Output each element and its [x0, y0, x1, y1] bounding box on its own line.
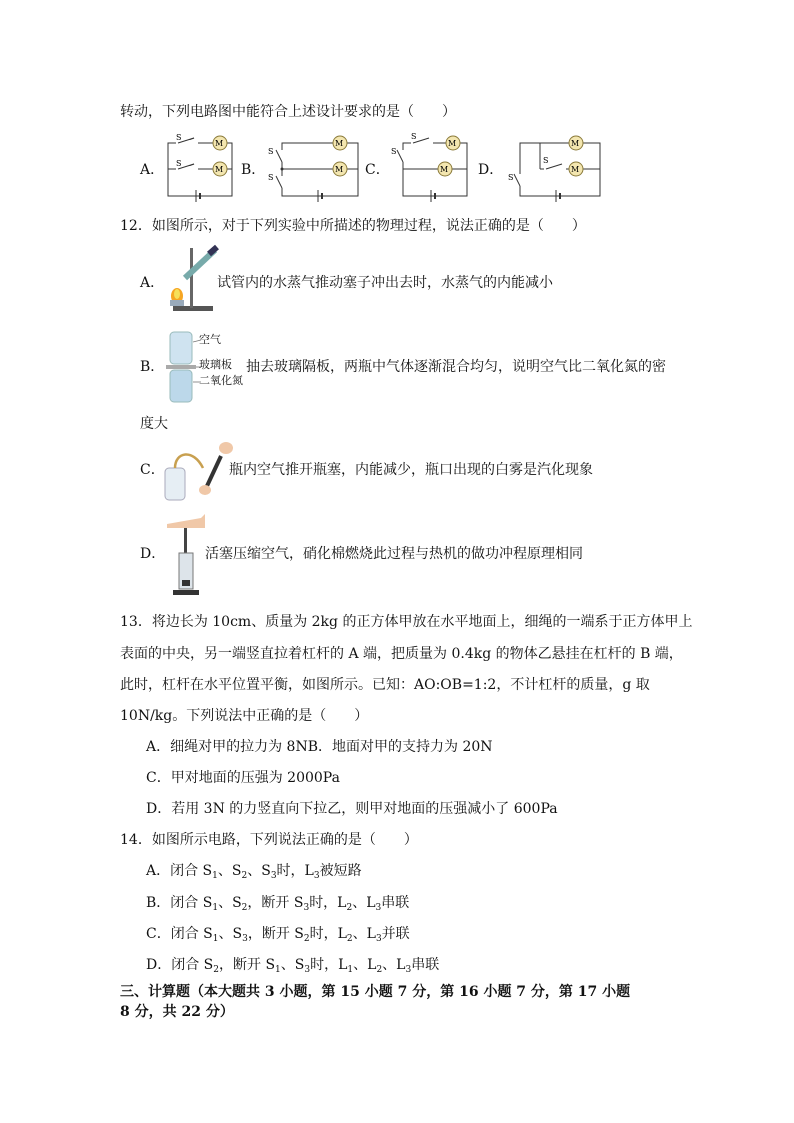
- q12-stem: 12．如图所示，对于下列实验中所描述的物理过程，说法正确的是（ ）: [120, 218, 586, 234]
- section-3-heading-line-2: 8 分，共 22 分）: [120, 1004, 234, 1020]
- q13-option-ab: A．细绳对甲的拉力为 8NB．地面对甲的支持力为 20N: [146, 739, 493, 755]
- q11-option-b-label: B．: [241, 162, 266, 178]
- circuit-diagram-a: [160, 130, 240, 200]
- q13-line-3: 此时，杠杆在水平位置平衡，如图所示。已知：AO:OB=1:2，不计杠杆的质量，g 取: [120, 677, 650, 693]
- svg-text:M: M: [571, 165, 580, 174]
- svg-text:S: S: [268, 173, 274, 182]
- q14-option-d: D．闭合 $S_2$，断开 $S_1$、$S_3$时，$L_1$、$L_2$、$L_3$串联: [146, 957, 440, 975]
- bottle-pump-figure: [163, 438, 238, 503]
- q12-option-c-label: C．: [140, 462, 165, 478]
- svg-text:M: M: [571, 139, 580, 148]
- svg-text:S: S: [176, 159, 182, 168]
- q12-option-a-label: A．: [140, 275, 165, 291]
- svg-text:S: S: [411, 132, 417, 141]
- svg-text:M: M: [440, 165, 449, 174]
- q12-option-c-text: 瓶内空气推开瓶塞，内能减少，瓶口出现的白雾是汽化现象: [229, 462, 593, 478]
- q13-line-4: 10N/kg。下列说法中正确的是（ ）: [120, 708, 369, 724]
- circuit-diagram-d: [510, 130, 605, 200]
- test-tube-steam-figure: [165, 238, 220, 313]
- label-air: 空气: [199, 333, 221, 346]
- svg-text:S: S: [543, 156, 549, 165]
- svg-text:S: S: [508, 173, 514, 182]
- q13-option-c: C．甲对地面的压强为 2000Pa: [146, 770, 340, 786]
- q12-option-d-text: 活塞压缩空气，硝化棉燃烧此过程与热机的做功冲程原理相同: [205, 546, 583, 562]
- label-nitrogen-dioxide: 二氧化氮: [199, 374, 243, 387]
- q12-option-d-label: D．: [140, 546, 166, 562]
- q11-option-d-label: D．: [478, 162, 504, 178]
- circuit-diagram-c: [391, 130, 475, 200]
- q12-option-b-label: B．: [140, 359, 165, 375]
- q14-option-a: A．闭合 $S_1$、$S_2$、$S_3$时，$L_3$被短路: [146, 863, 362, 881]
- svg-text:M: M: [215, 165, 224, 174]
- svg-text:M: M: [335, 165, 344, 174]
- q13-line-2: 表面的中央，另一端竖直拉着杠杆的 A 端，把质量为 0.4kg 的物体乙悬挂在杠杆的 B 端，: [120, 646, 683, 662]
- q14-option-b: B．闭合 $S_1$、$S_2$，断开 $S_3$时，$L_2$、$L_3$串联: [146, 895, 410, 913]
- q14-stem: 14．如图所示电路，下列说法正确的是（ ）: [120, 832, 418, 848]
- q11-option-c-label: C．: [365, 162, 390, 178]
- svg-text:S: S: [391, 147, 397, 156]
- svg-text:M: M: [215, 139, 224, 148]
- q12-option-b-text-continued: 度大: [140, 416, 168, 432]
- q12-option-a-text: 试管内的水蒸气推动塞子冲出去时，水蒸气的内能减小: [217, 275, 553, 291]
- circuit-diagram-b: [262, 130, 362, 200]
- svg-text:S: S: [268, 147, 274, 156]
- q13-line-1: 13．将边长为 10cm、质量为 2kg 的正方体甲放在水平地面上，细绳的一端系于正方体甲上: [120, 614, 693, 630]
- section-3-heading-line-1: 三、计算题（本大题共 3 小题，第 15 小题 7 分，第 16 小题 7 分，第 17 小题: [120, 984, 631, 1000]
- svg-text:S: S: [176, 133, 182, 142]
- q11-option-a-label: A．: [140, 162, 165, 178]
- q12-option-b-text: 抽去玻璃隔板，两瓶中气体逐渐混合均匀，说明空气比二氧化氮的密: [246, 359, 666, 375]
- svg-text:M: M: [335, 139, 344, 148]
- label-glass-plate: 玻璃板: [199, 358, 232, 371]
- q11-stem: 转动，下列电路图中能符合上述设计要求的是（ ）: [120, 104, 456, 120]
- q13-option-d: D．若用 3N 的力竖直向下拉乙，则甲对地面的压强减小了 600Pa: [146, 801, 558, 817]
- q14-option-c: C．闭合 $S_1$、$S_3$，断开 $S_2$时，$L_2$、$L_3$并联: [146, 926, 410, 944]
- svg-text:M: M: [448, 139, 457, 148]
